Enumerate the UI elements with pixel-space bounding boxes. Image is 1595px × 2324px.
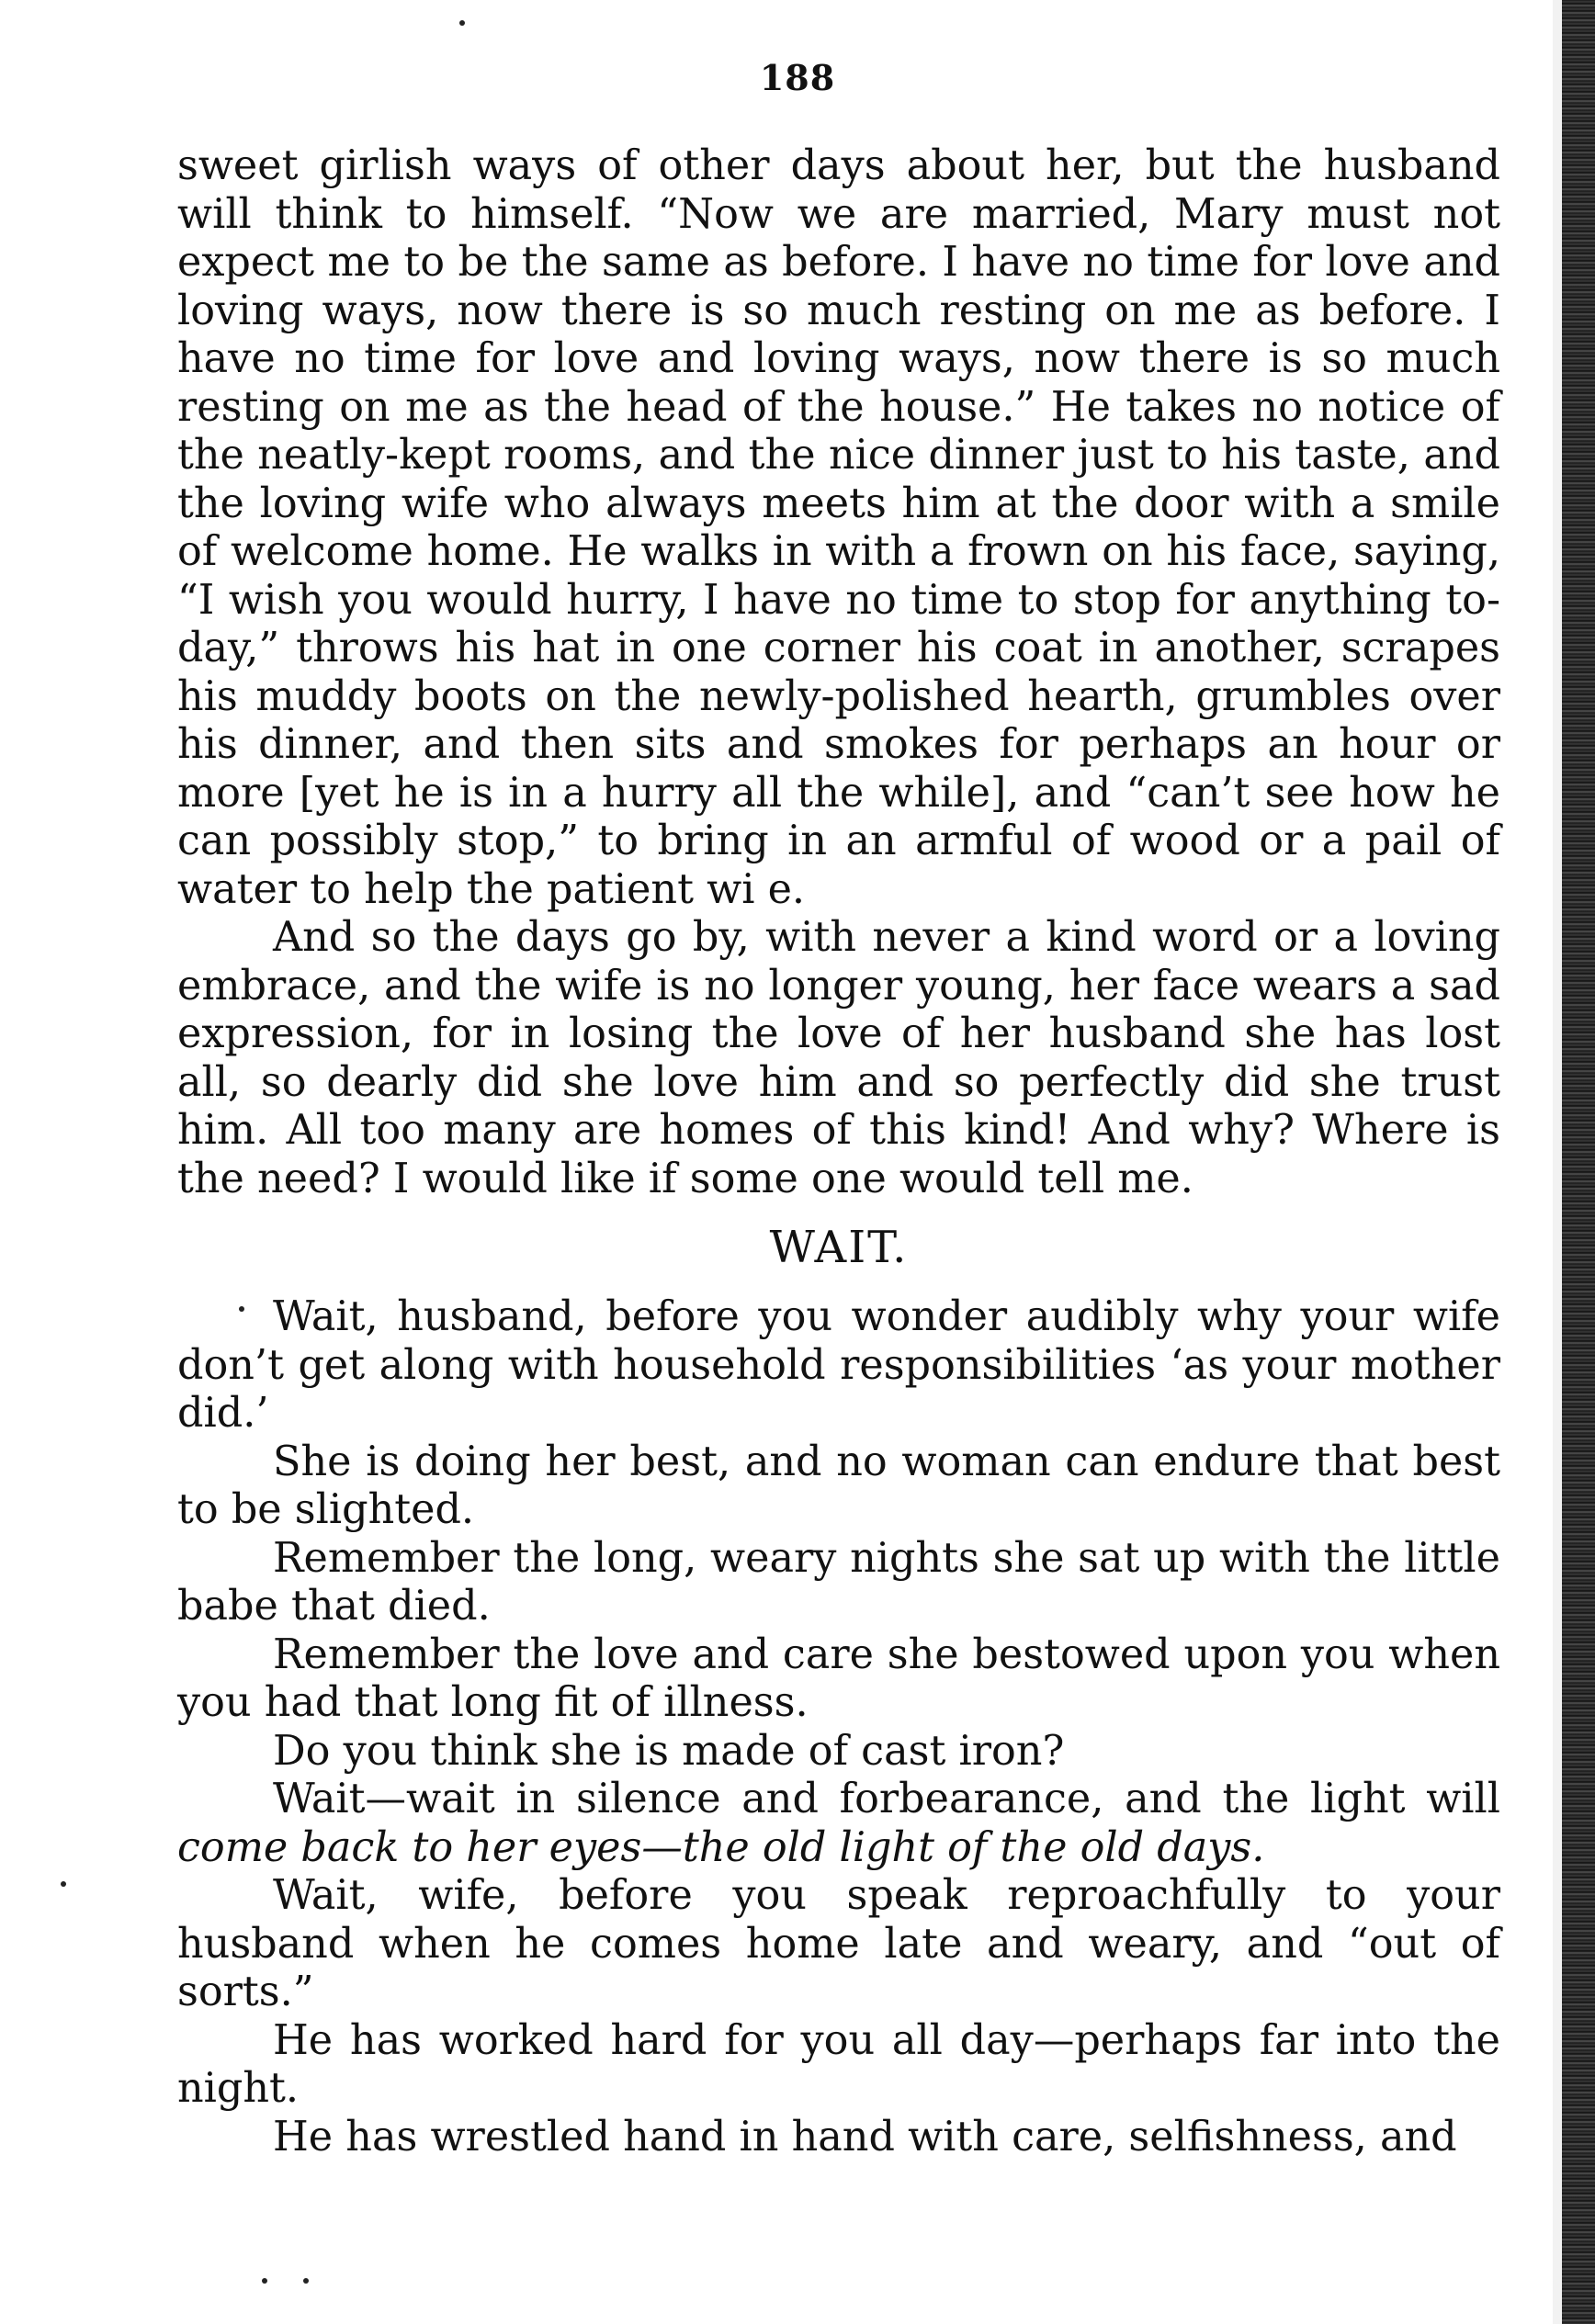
section-heading-wait: WAIT. (769, 1222, 909, 1273)
paragraph-remember-love: Remember the love and care she bestowed upon you when you had that long fit of illness. (177, 1630, 1500, 1726)
paragraph-wait-in-silence (177, 1776, 1500, 1872)
page-gutter (1553, 0, 1562, 2324)
ink-speck (239, 1306, 244, 1312)
ink-speck (61, 1881, 66, 1887)
body-text (177, 142, 1500, 2161)
page-number: 188 (759, 57, 836, 98)
paragraph-doing-her-best: She is doing her best, and no woman can endure that best to be slighted. (177, 1438, 1500, 1533)
paragraph-cast-iron: Do you think she is made of cast iron? (273, 1727, 1065, 1775)
paragraph-wait-wife: Wait, wife, before you speak reproachfully to your husband when he comes home late and weary, and “out of sorts.” (177, 1872, 1500, 2015)
paragraph-remember-nights: Remember the long, weary nights she sat up with the little babe that died. (177, 1534, 1500, 1630)
ink-speck (262, 2278, 267, 2284)
paragraph-worked-hard: He has worked hard for you all day—perhaps far into the night. (177, 2016, 1500, 2112)
paragraph-wait-husband: Wait, husband, before you wonder audibly why your wife don’t get along with household responsibilities ‘as your mother did.’ (177, 1293, 1500, 1437)
book-binding-edge (1562, 0, 1595, 2324)
ink-speck (303, 2278, 309, 2284)
paragraph-wrestled: He has wrestled hand in hand with care, selfishness, and (273, 2113, 1457, 2160)
wait-silence-italic: come back to her eyes—the old light of the old days. (177, 1823, 1265, 1871)
ink-speck (459, 20, 465, 26)
paragraph-so-the-days: And so the days go by, with never a kind word or a loving embrace, and the wife is no longer young, her face wears a sad expression, for in losing the love of her husband she has lost all, so dearly did she love him and so perfectly did she trust him. All too many are homes of this kind! And why? Where is the need? I would like if some one would tell me. (177, 914, 1500, 1202)
paragraph-continued: sweet girlish ways of other days about her, but the husband will think to himself. “Now we are married, Mary must not expect me to be the same as before. I have no time for love and loving ways, now there is so much resting on me as before. I have no time for love and loving ways, now there is so much resting on me as the head of the house.” He takes no notice of the neatly-kept rooms, and the nice dinner just to his taste, and the loving wife who always meets him at the door with a smile of welcome home. He walks in with a frown on his face, saying, “I wish you would hurry, I have no time to stop for anything to-day,” throws his hat in one corner his coat in another, scrapes his muddy boots on the newly-polished hearth, grumbles over his dinner, and then sits and smokes for perhaps an hour or more [yet he is in a hurry all the while], and “can’t see how he can possibly stop,” to bring in an armful of wood or a pail of water to help the patient wi e. (177, 142, 1500, 913)
wait-silence-head: Wait—wait in silence and forbearance, and the light will (273, 1776, 1500, 1822)
